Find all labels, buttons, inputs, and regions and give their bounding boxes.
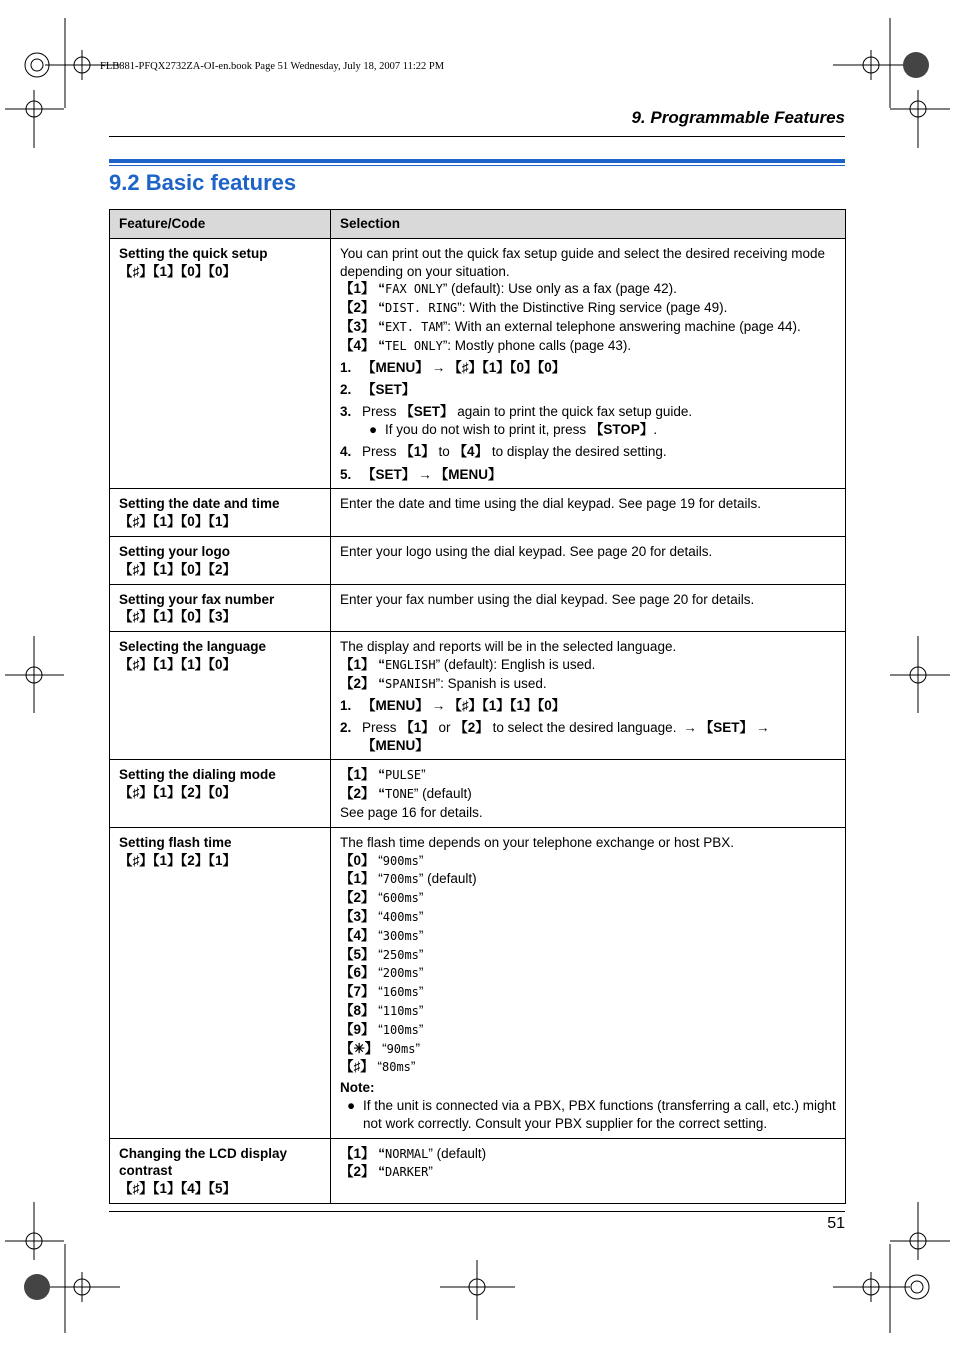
flash-option: 【✳】 “90ms” (340, 1040, 420, 1056)
step: 4. Press 【1】 to 【4】 to display the desired setting. (340, 444, 667, 460)
selection-intro: The flash time depends on your telephone exchange or host PBX. (340, 834, 735, 850)
option-line: 【2】 “DIST. RING”: With the Distinctive Ring service (page 49). (340, 300, 728, 316)
flash-option: 【6】 “200ms” (340, 965, 424, 981)
step-list (340, 359, 836, 484)
file-info-line: FLB881-PFQX2732ZA-OI-en.book Page 51 Wednesday, July 18, 2007 11:22 PM (100, 61, 445, 72)
selection-text: See page 16 for details. (340, 805, 483, 821)
flash-option: 【5】 “250ms” (340, 946, 424, 962)
feature-name: Setting your fax number (119, 591, 275, 607)
option-key: 【2】 (340, 890, 375, 906)
option-key: 【✳】 (340, 1040, 379, 1056)
selection-cell (331, 536, 846, 584)
features-table (109, 209, 846, 1204)
option-key: 【9】 (340, 1021, 375, 1037)
table-row (110, 238, 846, 489)
option-key: 【6】 (340, 965, 375, 981)
selection-cell (331, 238, 846, 489)
table-row (110, 827, 846, 1138)
flash-option: 【1】 “700ms” (default) (340, 871, 477, 887)
step: 5. 【SET】 → 【MENU】 (340, 466, 502, 482)
option-key: 【0】 (340, 852, 375, 868)
feature-name: Setting your logo (119, 543, 230, 559)
page-heading: 9.2 Basic features (109, 170, 297, 195)
column-header-feature: Feature/Code (110, 210, 331, 239)
feature-name: Selecting the language (119, 639, 267, 655)
feature-cell (110, 827, 331, 1138)
feature-cell (110, 1138, 331, 1203)
bottom-rule (109, 1211, 845, 1212)
selection-intro: You can print out the quick fax setup guide and select the desired receiving mode depending on your situation. (340, 245, 826, 279)
flash-option: 【2】 “600ms” (340, 890, 424, 906)
option-value: 200ms (382, 966, 419, 981)
feature-name: Setting flash time (119, 834, 232, 850)
option-key: 【♯】 (340, 1059, 374, 1075)
feature-code: 【♯】【1】【0】【2】 (119, 561, 237, 577)
option-key: 【1】 (340, 871, 375, 887)
heading-thin-rule (109, 165, 845, 166)
feature-code: 【♯】【1】【1】【0】 (119, 656, 237, 672)
option-value: 400ms (382, 910, 419, 924)
option-key: 【3】 (340, 909, 375, 924)
selection-cell (331, 632, 846, 760)
selection-cell (331, 760, 846, 827)
option-value: 100ms (382, 1022, 419, 1037)
flash-option: 【♯】 “80ms” (340, 1059, 416, 1075)
table-row (110, 584, 846, 632)
option-key: 【5】 (340, 946, 375, 962)
bullet-icon: ● (369, 421, 378, 437)
option-value: 80ms (382, 1060, 411, 1075)
heading-bar (109, 159, 845, 163)
flash-option: 【9】 “100ms” (340, 1021, 424, 1037)
option-line: 【1】 “FAX ONLY” (default): Use only as a fax (page 42). (340, 281, 677, 297)
top-rule (109, 136, 845, 137)
step: 1. 【MENU】 → 【♯】【1】【1】【0】 (340, 697, 566, 713)
option-value: 600ms (382, 891, 419, 906)
option-line: 【2】 “TONE” (default) (340, 786, 472, 802)
option-line: 【1】 “NORMAL” (default) (340, 1145, 487, 1161)
step: 1. 【MENU】 → 【♯】【1】【0】【0】 (340, 359, 566, 375)
selection-text: Enter your logo using the dial keypad. See page 20 for details. (340, 543, 713, 559)
column-header-selection: Selection (331, 210, 846, 239)
step: 3. Press 【SET】 again to print the quick fax setup guide. ● If you do not wish to print it, press 【STOP】. (340, 403, 836, 439)
option-value: 300ms (382, 928, 419, 943)
page-number: 51 (827, 1215, 845, 1232)
feature-cell (110, 536, 331, 584)
arrow-icon: → (755, 719, 770, 735)
feature-code: 【♯】【1】【0】【1】 (119, 514, 237, 530)
arrow-icon: → (431, 697, 446, 713)
arrow-icon: → (683, 719, 697, 735)
feature-code: 【♯】【1】【0】【3】 (119, 609, 237, 625)
feature-cell (110, 584, 331, 632)
feature-cell (110, 632, 331, 760)
flash-option: 【4】 “300ms” (340, 927, 424, 943)
feature-code: 【♯】【1】【0】【0】 (119, 263, 237, 279)
section-title: 9. Programmable Features (631, 108, 845, 127)
arrow-icon: → (418, 466, 432, 482)
option-line: 【4】 “TEL ONLY”: Mostly phone calls (page 43). (340, 337, 632, 353)
note-label: Note: (340, 1080, 375, 1096)
option-line: 【2】 “DARKER” (340, 1164, 433, 1180)
flash-option-list (340, 852, 836, 1078)
feature-cell (110, 238, 331, 489)
option-value: 90ms (386, 1041, 416, 1056)
step: 2. Press 【1】 or 【2】 to select the desired language. → 【SET】 →【MENU】 (340, 719, 836, 755)
selection-text: Enter your fax number using the dial keypad. See page 20 for details. (340, 591, 755, 607)
feature-name: Setting the dialing mode (119, 767, 276, 783)
note-text: If the unit is connected via a PBX, PBX functions (transferring a call, etc.) might not work correctly. Consult your PBX supplier for the correct setting. (363, 1097, 836, 1131)
option-line: 【2】 “SPANISH”: Spanish is used. (340, 675, 547, 691)
step: 2. 【SET】 (340, 381, 416, 397)
table-row (110, 632, 846, 760)
option-line: 【3】 “EXT. TAM”: With an external telephone answering machine (page 44). (340, 318, 801, 334)
feature-cell (110, 489, 331, 537)
feature-name: Setting the date and time (119, 496, 280, 512)
option-value: 110ms (382, 1003, 419, 1018)
bullet-item: ● If you do not wish to print it, press 【STOP】. (369, 421, 658, 437)
option-suffix: (default) (423, 871, 477, 887)
option-key: 【4】 (340, 927, 375, 943)
option-key: 【7】 (340, 984, 375, 1000)
flash-option: 【7】 “160ms” (340, 984, 424, 1000)
selection-cell (331, 489, 846, 537)
selection-cell (331, 827, 846, 1138)
option-line: 【1】 “ENGLISH” (default): English is used. (340, 656, 596, 672)
feature-name: Setting the quick setup (119, 245, 268, 261)
bullet-icon: ● (347, 1097, 356, 1113)
feature-cell (110, 760, 331, 827)
feature-code: 【♯】【1】【4】【5】 (119, 1181, 237, 1197)
feature-code: 【♯】【1】【2】【1】 (119, 852, 237, 868)
option-value: 250ms (382, 947, 419, 962)
selection-text: Enter the date and time using the dial keypad. See page 19 for details. (340, 496, 762, 512)
option-line: 【1】 “PULSE” (340, 767, 426, 783)
feature-code: 【♯】【1】【2】【0】 (119, 785, 237, 801)
option-value: 900ms (382, 853, 419, 868)
option-value: 160ms (382, 985, 419, 1000)
selection-intro: The display and reports will be in the selected language. (340, 639, 677, 655)
table-row (110, 536, 846, 584)
option-key: 【8】 (340, 1002, 375, 1018)
option-value: 700ms (382, 872, 419, 887)
table-row (110, 760, 846, 827)
step-list (340, 697, 836, 755)
flash-option: 【0】 “900ms” (340, 852, 424, 868)
selection-cell (331, 1138, 846, 1203)
arrow-icon: → (431, 359, 446, 375)
table-row (110, 1138, 846, 1203)
note-bullet (340, 1097, 836, 1133)
table-header-row (110, 210, 846, 239)
flash-option: 【8】 “110ms” (340, 1002, 424, 1018)
flash-option: 【3】 “400ms” (340, 909, 424, 924)
selection-cell (331, 584, 846, 632)
table-row (110, 489, 846, 537)
feature-name: Changing the LCD display contrast (119, 1145, 288, 1179)
